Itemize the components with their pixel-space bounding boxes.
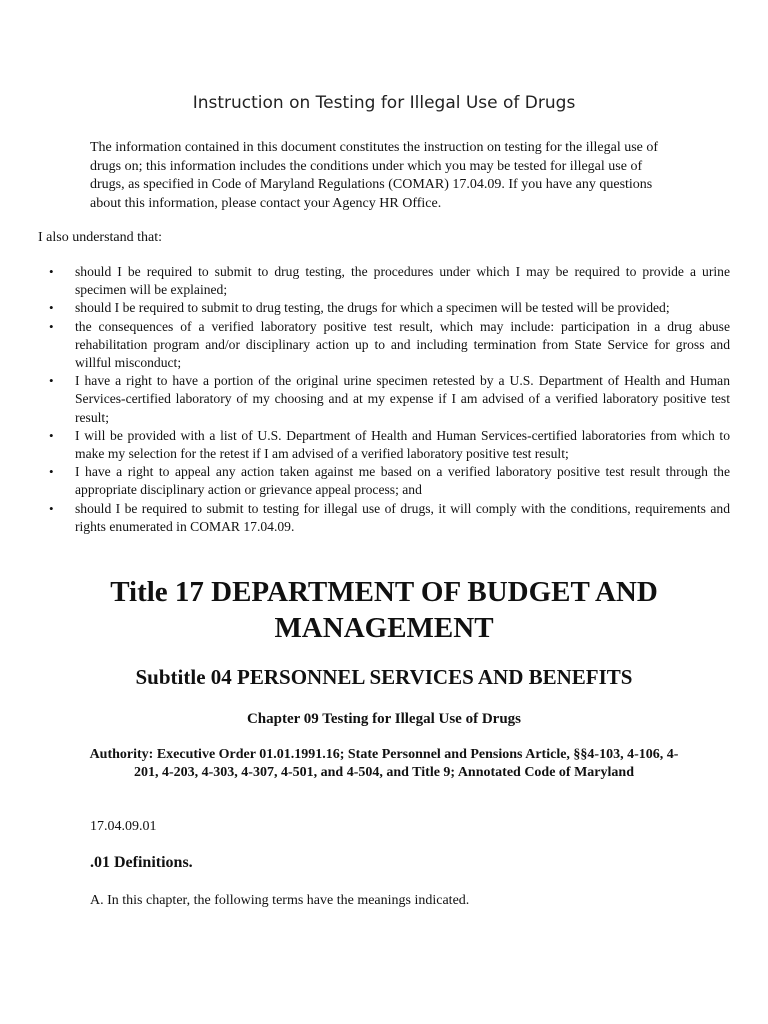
regulation-number: 17.04.09.01 bbox=[90, 819, 157, 834]
intro-paragraph: The information contained in this document constitutes the instruction on testing for the illegal use of drugs on; this information includes the conditions under which you may be tested for illegal use of drugs, as specified in Code of Maryland Regulations (COMAR) 17.04.09. If you have any questions about this information, please contact your Agency HR Office. bbox=[90, 140, 659, 211]
bullet-icon: • bbox=[49, 318, 54, 334]
list-item-text: I have a right to appeal any action taken against me based on a verified laboratory positive test result through the appropriate disciplinary action or grievance appeal process; and bbox=[75, 464, 730, 498]
document-heading: Instruction on Testing for Illegal Use of Drugs bbox=[192, 93, 576, 113]
bullet-icon: • bbox=[49, 264, 54, 279]
chapter-heading: Chapter 09 Testing for Illegal Use of Drugs bbox=[246, 711, 522, 727]
list-item bbox=[38, 372, 730, 427]
title-heading: Title 17 DEPARTMENT OF BUDGET AND MANAGEMENT bbox=[110, 576, 658, 644]
also-understand-label: I also understand that: bbox=[38, 230, 163, 245]
understanding-list bbox=[38, 263, 730, 536]
subtitle-heading: Subtitle 04 PERSONNEL SERVICES AND BENEFITS bbox=[135, 665, 633, 689]
list-item bbox=[38, 463, 730, 499]
list-item bbox=[38, 299, 730, 317]
bullet-icon: • bbox=[49, 373, 54, 389]
list-item-text: should I be required to submit to drug testing, the drugs for which a specimen will be tested will be provided; bbox=[75, 300, 670, 316]
bullet-icon: • bbox=[49, 427, 54, 443]
bullet-icon: • bbox=[49, 300, 54, 316]
list-item bbox=[38, 263, 730, 299]
list-item bbox=[38, 427, 730, 463]
authority-note: Authority: Executive Order 01.01.1991.16; State Personnel and Pensions Article, §§4-103, 4-106, 4-201, 4-203, 4-303, 4-307, 4-501, and 4-504, and Title 9; Annotated Code of Maryland bbox=[89, 747, 679, 780]
bullet-icon: • bbox=[49, 500, 54, 516]
list-item-text: I have a right to have a portion of the original urine specimen retested by a U.S. Department of Health and Human Services-certified laboratory of my choosing and at my expense if I am advised of a verified laboratory positive test result; bbox=[75, 373, 730, 425]
list-item-text: the consequences of a verified laboratory positive test result, which may include: participation in a drug abuse rehabilitation program and/or disciplinary action up to and including termination from State Service for gross and willful misconduct; bbox=[75, 318, 730, 371]
list-item bbox=[38, 318, 730, 373]
section-heading: .01 Definitions. bbox=[90, 854, 193, 871]
paragraph-a: A. In this chapter, the following terms have the meanings indicated. bbox=[90, 893, 470, 908]
list-item-text: should I be required to submit to drug testing, the procedures under which I may be required to provide a urine specimen will be explained; bbox=[75, 264, 730, 298]
list-item-text: I will be provided with a list of U.S. Department of Health and Human Services-certified laboratories from which to make my selection for the retest if I am advised of a verified laboratory positive test result; bbox=[75, 427, 730, 462]
bullet-icon: • bbox=[49, 464, 54, 480]
list-item-text: should I be required to submit to testing for illegal use of drugs, it will comply with the conditions, requirements and rights enumerated in COMAR 17.04.09. bbox=[75, 500, 730, 534]
list-item bbox=[38, 500, 730, 536]
